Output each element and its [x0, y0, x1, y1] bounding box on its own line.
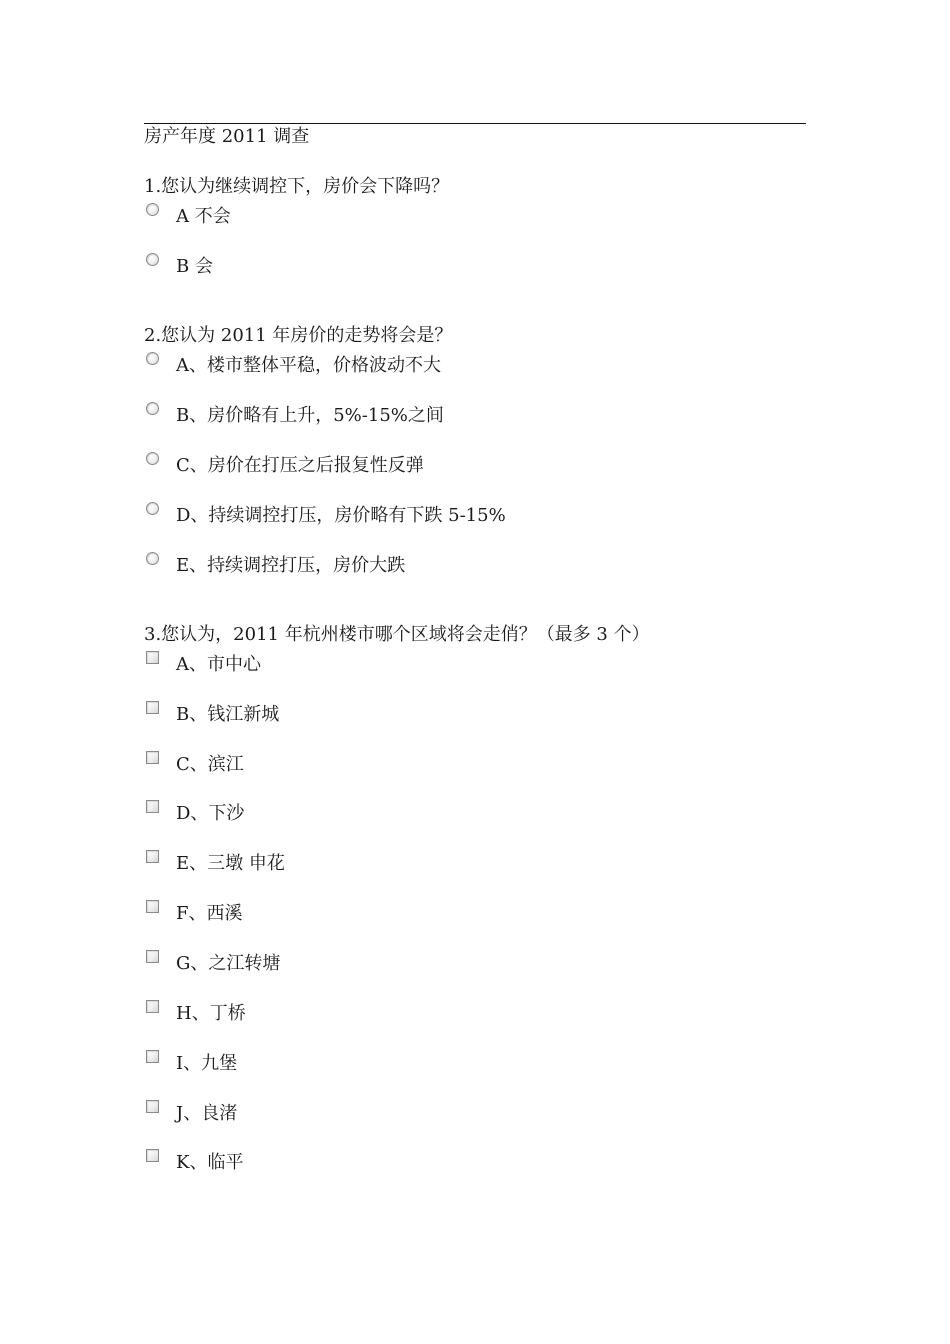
option-label: K、临平: [176, 1152, 244, 1173]
checkbox[interactable]: [146, 701, 159, 714]
radio-button[interactable]: [146, 203, 159, 216]
checkbox[interactable]: [146, 900, 159, 913]
checkbox[interactable]: [146, 950, 159, 963]
checkbox[interactable]: [146, 1149, 159, 1162]
option-label: H、丁桥: [176, 1003, 246, 1024]
radio-button[interactable]: [146, 452, 159, 465]
checkbox[interactable]: [146, 1050, 159, 1063]
checkbox[interactable]: [146, 850, 159, 863]
question-2-text: 2.您认为 2011 年房价的走势将会是？: [144, 325, 453, 346]
question-3-text: 3.您认为，2011 年杭州楼市哪个区域将会走俏？（最多 3 个）: [144, 624, 650, 645]
radio-button[interactable]: [146, 502, 159, 515]
option-label: E、持续调控打压，房价大跌: [176, 555, 406, 576]
radio-button[interactable]: [146, 253, 159, 266]
option-label: C、滨江: [176, 754, 244, 775]
option-label: D、持续调控打压，房价略有下跌 5-15%: [176, 505, 506, 526]
option-label: B 会: [176, 256, 213, 277]
option-label: A、市中心: [176, 654, 261, 675]
option-label: A 不会: [176, 206, 231, 227]
survey-title: 房产年度 2011 调查: [144, 126, 310, 147]
option-label: E、三墩 申花: [176, 853, 285, 874]
option-label: I、九堡: [176, 1053, 238, 1074]
checkbox[interactable]: [146, 751, 159, 764]
option-label: J、良渚: [176, 1103, 238, 1124]
header-rule: [144, 123, 806, 124]
option-label: C、房价在打压之后报复性反弹: [176, 455, 424, 476]
option-label: G、之江转塘: [176, 953, 281, 974]
option-label: F、西溪: [176, 903, 243, 924]
option-label: B、房价略有上升，5%-15%之间: [176, 405, 444, 426]
option-label: D、下沙: [176, 803, 245, 824]
checkbox[interactable]: [146, 800, 159, 813]
radio-button[interactable]: [146, 402, 159, 415]
radio-button[interactable]: [146, 352, 159, 365]
option-label: A、楼市整体平稳，价格波动不大: [176, 355, 441, 376]
question-1-text: 1.您认为继续调控下，房价会下降吗？: [144, 176, 450, 197]
radio-button[interactable]: [146, 552, 159, 565]
checkbox[interactable]: [146, 651, 159, 664]
checkbox[interactable]: [146, 1100, 159, 1113]
option-label: B、钱江新城: [176, 704, 280, 725]
checkbox[interactable]: [146, 1000, 159, 1013]
